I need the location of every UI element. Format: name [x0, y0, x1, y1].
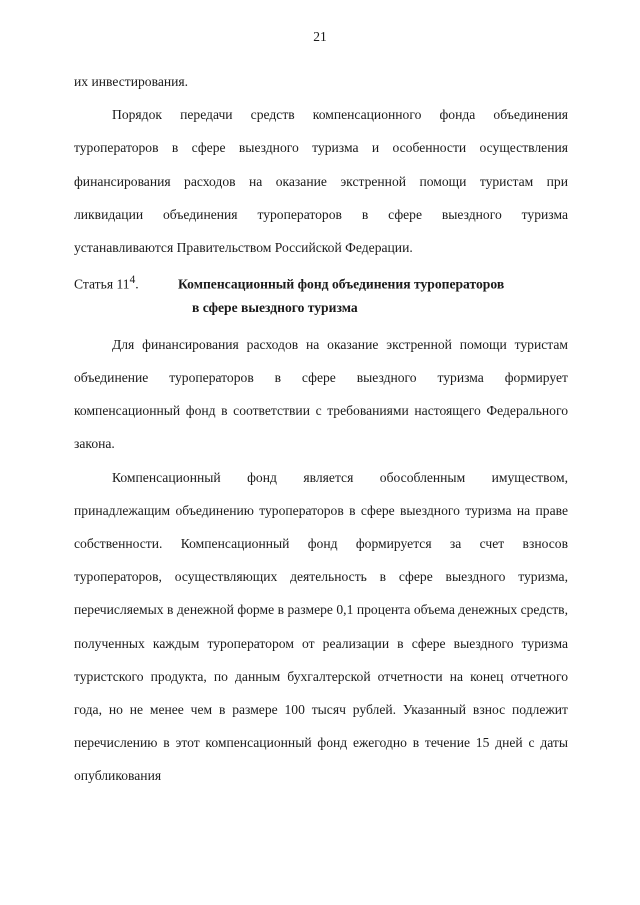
- document-body: [74, 65, 568, 793]
- article-number-suffix: .: [135, 276, 139, 292]
- article-number: Статья 11: [74, 276, 130, 292]
- article-number-label: [74, 269, 178, 296]
- paragraph-fund-property: Компенсационный фонд является обособленным имуществом, принадлежащим объединению туроператоров в сфере выездного туризма на праве собственности. Компенсационный фонд формируется за счет взносов туроператоров, осуществляющих деятельность в сфере выездного туризма, перечисляемых в денежной форме в размере 0,1 процента объема денежных средств, полученных каждым туроператором от реализации в сфере выездного туризма туристского продукта, по данным бухгалтерской отчетности на конец отчетного года, но не менее чем в размере 100 тысяч рублей. Указанный взнос подлежит перечислению в этот компенсационный фонд ежегодно в течение 15 дней с даты опубликования: [74, 469, 568, 784]
- article-title-line2: в сфере выездного туризма: [192, 299, 358, 315]
- article-superscript: 4: [129, 274, 136, 287]
- article-heading: [74, 264, 568, 296]
- article-title-line1: Компенсационный фонд объединения туроператоров: [178, 276, 505, 292]
- paragraph-continuation: их инвестирования.: [74, 74, 189, 89]
- page-number: 21: [313, 29, 327, 44]
- paragraph-fund-formation: Для финансирования расходов на оказание экстренной помощи туристам объединение туроператоров в сфере выездного туризма формирует компенсационный фонд в соответствии с требованиями настоящего Федерального закона.: [74, 336, 568, 452]
- article-heading-block: [74, 264, 568, 319]
- paragraph-transfer-order: Порядок передачи средств компенсационного фонда объединения туроператоров в сфере выездного туризма и особенности осуществления финансирования расходов на оказание экстренной помощи туристам при ликвидации объединения туроператоров в сфере выездного туризма устанавливаются Правительством Российской Федерации.: [74, 107, 568, 256]
